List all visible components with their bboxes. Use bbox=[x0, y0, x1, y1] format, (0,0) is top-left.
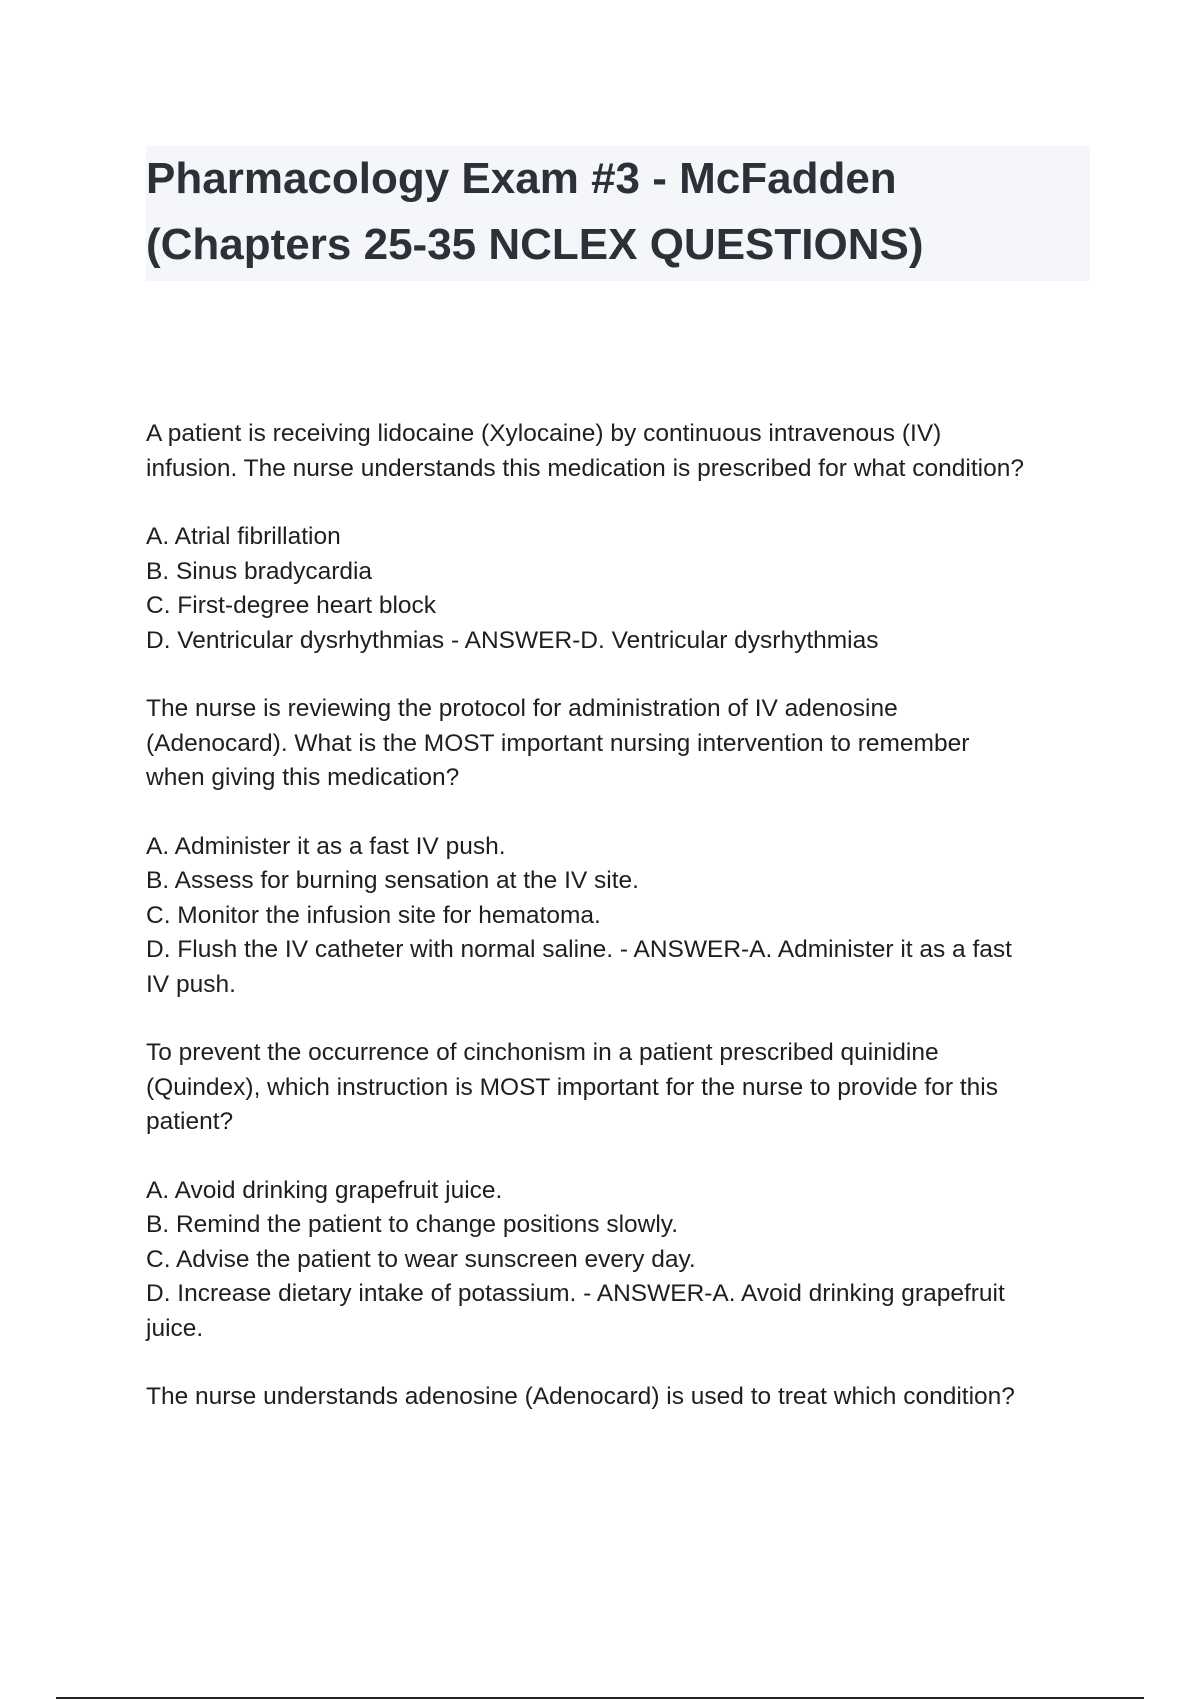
option-line: B. Sinus bradycardia bbox=[146, 557, 373, 585]
option-line: IV push. bbox=[146, 970, 236, 998]
stem-line: The nurse is reviewing the protocol for administration of IV adenosine bbox=[146, 695, 898, 722]
question-stem bbox=[146, 1036, 1106, 1140]
question-stem bbox=[146, 417, 1106, 486]
stem-line: infusion. The nurse understands this medication is prescribed for what condition? bbox=[146, 454, 1024, 482]
stem-line: To prevent the occurrence of cinchonism in a patient prescribed quinidine bbox=[146, 1039, 939, 1066]
option-line: juice. bbox=[146, 1314, 204, 1342]
option-line: A. Administer it as a fast IV push. bbox=[146, 832, 506, 860]
option-line: C. Advise the patient to wear sunscreen every day. bbox=[146, 1245, 696, 1273]
stem-line: (Quindex), which instruction is MOST important for the nurse to provide for this bbox=[146, 1073, 998, 1101]
title-line: Pharmacology Exam #3 - McFadden bbox=[146, 154, 897, 203]
answer-options bbox=[146, 520, 1106, 658]
question-stem bbox=[146, 692, 1106, 796]
document-title bbox=[146, 146, 1090, 281]
question-2 bbox=[146, 692, 1106, 1002]
question-1 bbox=[146, 417, 1106, 658]
stem-line: (Adenocard). What is the MOST important nursing intervention to remember bbox=[146, 729, 970, 757]
option-line: D. Ventricular dysrhythmias - ANSWER-D. Ventricular dysrhythmias bbox=[146, 626, 879, 654]
question-3 bbox=[146, 1036, 1106, 1346]
option-line: D. Flush the IV catheter with normal saline. - ANSWER-A. Administer it as a fast bbox=[146, 936, 1012, 963]
stem-line: when giving this medication? bbox=[146, 764, 460, 791]
question-4 bbox=[146, 1380, 1106, 1415]
page-bottom-divider bbox=[56, 1697, 1144, 1699]
option-line: C. First-degree heart block bbox=[146, 592, 437, 619]
option-line: B. Remind the patient to change positions slowly. bbox=[146, 1211, 679, 1238]
option-line: A. Atrial fibrillation bbox=[146, 523, 341, 550]
stem-line: A patient is receiving lidocaine (Xylocaine) by continuous intravenous (IV) bbox=[146, 420, 942, 447]
answer-options bbox=[146, 1174, 1106, 1347]
question-list bbox=[146, 417, 1106, 1415]
option-line: D. Increase dietary intake of potassium. - ANSWER-A. Avoid drinking grapefruit bbox=[146, 1280, 1005, 1307]
option-line: C. Monitor the infusion site for hematoma. bbox=[146, 901, 601, 929]
question-stem bbox=[146, 1380, 1106, 1415]
option-line: A. Avoid drinking grapefruit juice. bbox=[146, 1176, 503, 1204]
title-line: (Chapters 25-35 NCLEX QUESTIONS) bbox=[146, 220, 924, 269]
answer-options bbox=[146, 830, 1106, 1003]
stem-line: patient? bbox=[146, 1108, 234, 1135]
stem-line: The nurse understands adenosine (Adenocard) is used to treat which condition? bbox=[146, 1383, 1015, 1410]
option-line: B. Assess for burning sensation at the IV site. bbox=[146, 867, 639, 894]
